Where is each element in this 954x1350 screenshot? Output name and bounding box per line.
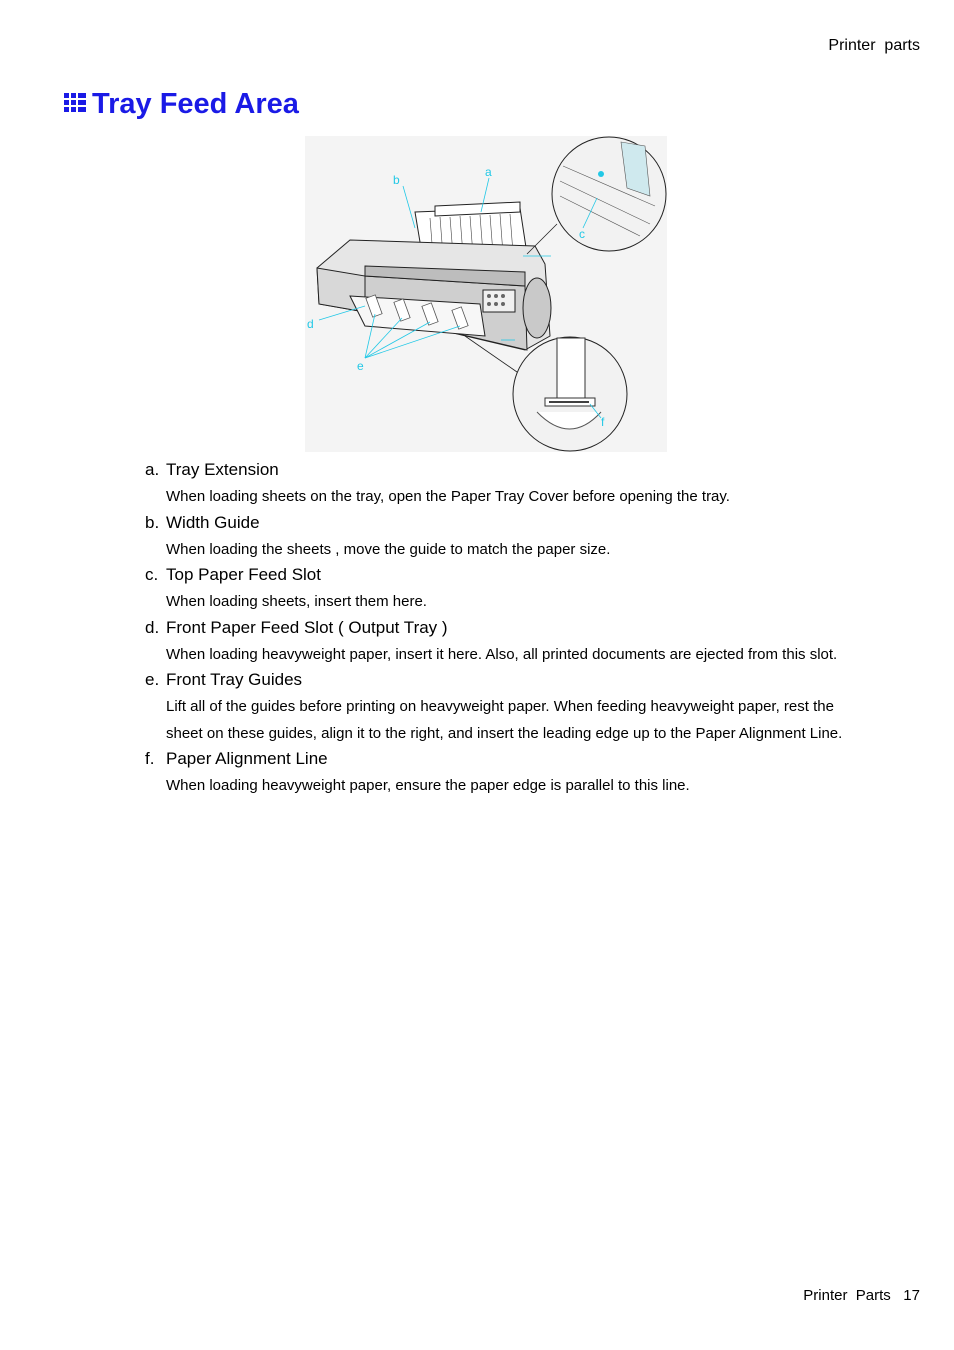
list-item bbox=[145, 511, 865, 564]
item-description: When loading sheets, insert them here. bbox=[166, 593, 427, 610]
running-header: Printer parts bbox=[828, 37, 920, 54]
item-letter: c. bbox=[145, 565, 159, 584]
callout-b: b bbox=[393, 173, 400, 187]
list-item bbox=[145, 563, 865, 616]
item-letter: a. bbox=[145, 460, 160, 479]
item-description: When loading sheets on the tray, open the Paper Tray Cover before opening the tray. bbox=[166, 488, 730, 505]
item-description: When loading heavyweight paper, insert it here. Also, all printed documents are ejected from this slot. bbox=[166, 645, 838, 663]
parts-list bbox=[145, 458, 865, 800]
item-name: Top Paper Feed Slot bbox=[166, 565, 321, 584]
item-letter: b. bbox=[145, 512, 160, 532]
section-heading bbox=[64, 88, 299, 121]
page-footer: Printer Parts 17 bbox=[803, 1287, 920, 1304]
printer-illustration bbox=[305, 136, 667, 452]
item-name: Paper Alignment Line bbox=[166, 749, 328, 768]
list-item bbox=[145, 747, 865, 800]
page-title: Tray Feed Area bbox=[92, 88, 299, 120]
list-item bbox=[145, 616, 865, 669]
item-name: Tray Extension bbox=[166, 460, 279, 479]
item-description: When loading heavyweight paper, ensure the paper edge is parallel to this line. bbox=[166, 777, 690, 794]
item-letter: d. bbox=[145, 617, 160, 637]
callout-d: d bbox=[307, 317, 314, 331]
item-name: Front Tray Guides bbox=[166, 670, 303, 689]
item-description: Lift all of the guides before printing on heavyweight paper. When feeding heavyweight paper, rest the sheet on these guides, align it to the right, and insert the leading edge up to the Paper Alignment Line. bbox=[166, 698, 843, 742]
item-letter: f. bbox=[145, 749, 155, 768]
item-letter: e. bbox=[145, 670, 160, 689]
item-description: When loading the sheets , move the guide to match the paper size. bbox=[166, 540, 611, 558]
callout-f: f bbox=[601, 415, 605, 429]
list-item bbox=[145, 458, 865, 511]
callout-a: a bbox=[485, 165, 492, 179]
callout-e: e bbox=[357, 359, 364, 373]
grid-icon bbox=[64, 93, 88, 117]
item-name: Width Guide bbox=[166, 512, 260, 532]
item-name: Front Paper Feed Slot ( Output Tray ) bbox=[166, 617, 448, 637]
callout-c: c bbox=[579, 227, 585, 241]
list-item bbox=[145, 668, 865, 747]
